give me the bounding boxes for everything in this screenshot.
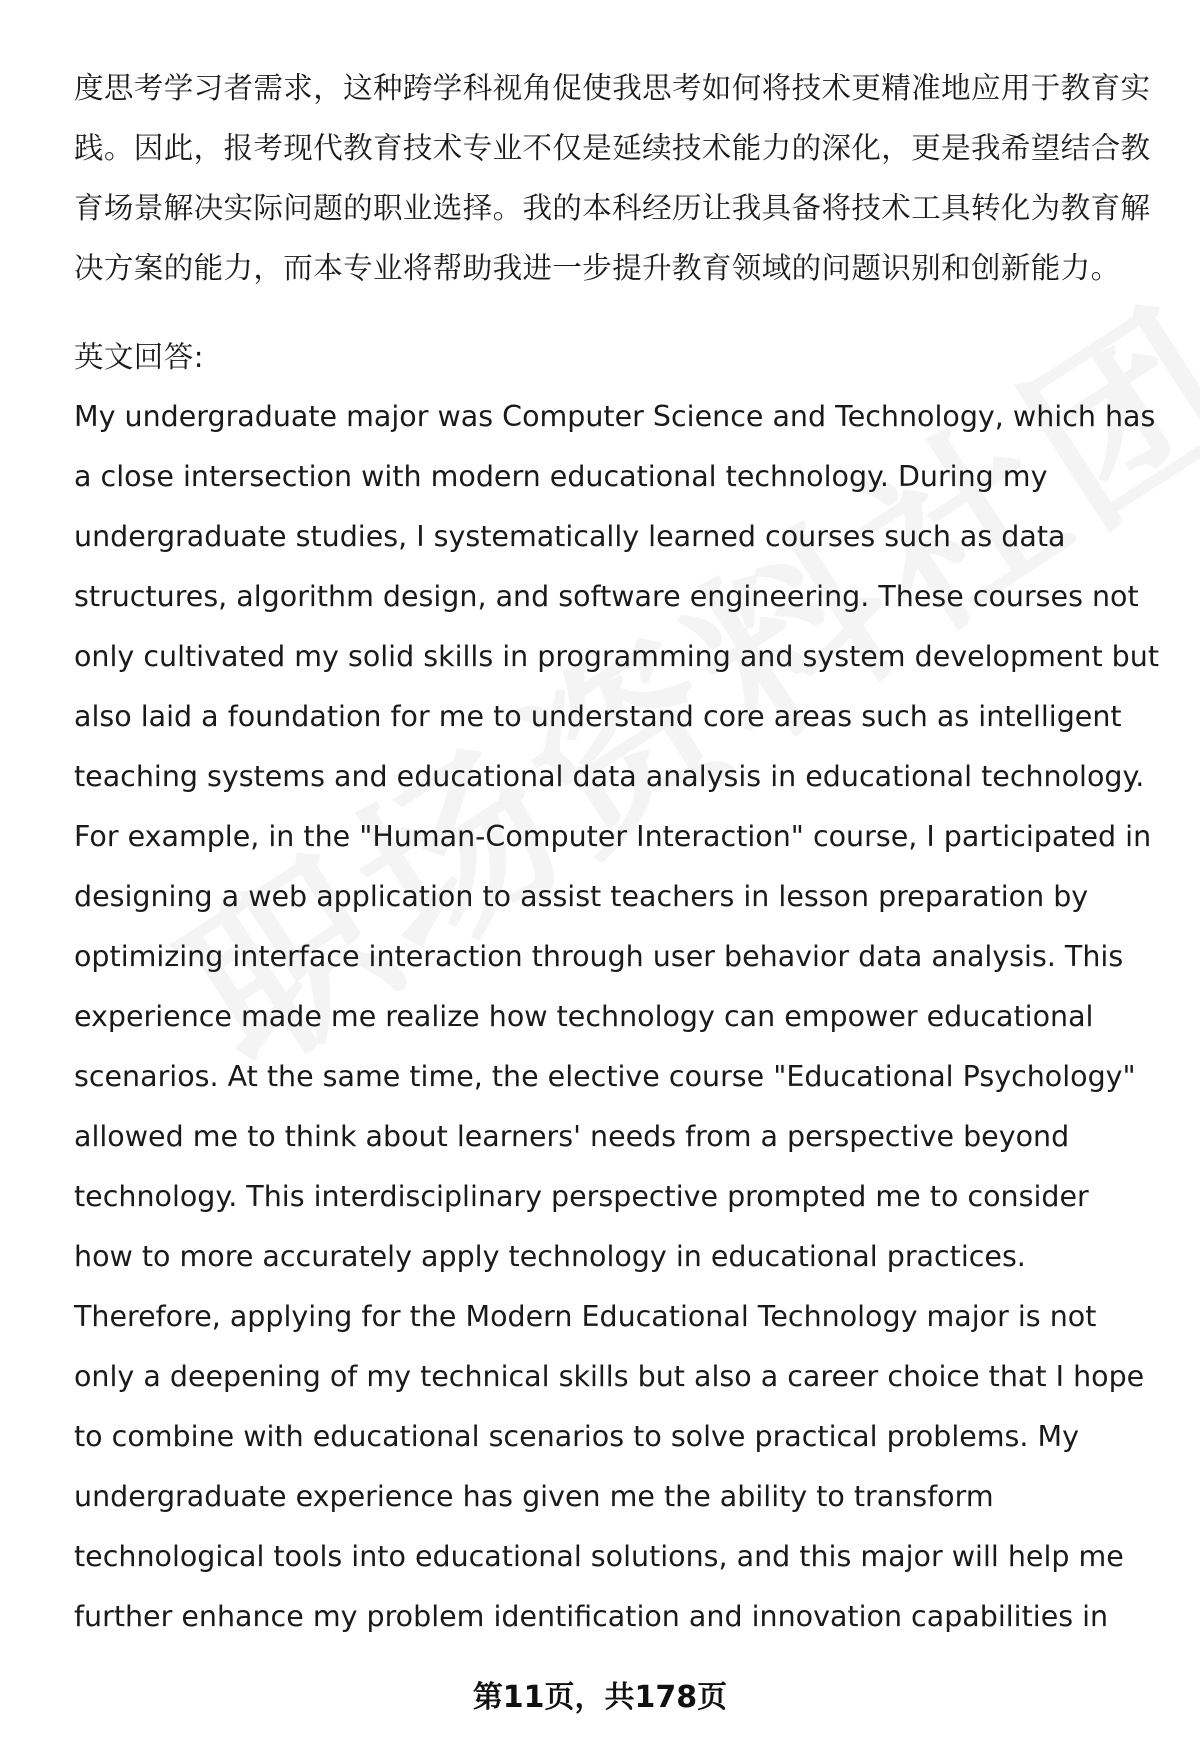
english-text-line: scenarios. At the same time, the elective course "Educational Psychology"	[74, 1060, 1136, 1093]
chinese-answer-paragraph	[74, 58, 1159, 298]
english-answer-heading: 英文回答:	[74, 340, 204, 374]
english-text-line: structures, algorithm design, and software engineering. These courses not	[74, 580, 1139, 613]
english-answer-paragraph	[74, 387, 1159, 1647]
page-content	[74, 58, 1159, 1647]
english-text-line: teaching systems and educational data analysis in educational technology.	[74, 760, 1145, 793]
chinese-text-line: 育场景解决实际问题的职业选择。我的本科经历让我具备将技术工具转化为教育解	[74, 191, 1151, 225]
paragraph-gap	[74, 298, 1159, 327]
english-text-line: a close intersection with modern educational technology. During my	[74, 460, 1048, 493]
english-text-line: My undergraduate major was Computer Science and Technology, which has	[74, 400, 1156, 433]
english-text-line: technology. This interdisciplinary perspective prompted me to consider	[74, 1180, 1089, 1213]
english-text-line: technological tools into educational solutions, and this major will help me	[74, 1540, 1124, 1573]
english-text-line: experience made me realize how technology can empower educational	[74, 1000, 1094, 1033]
english-text-line: undergraduate studies, I systematically learned courses such as data	[74, 520, 1066, 553]
english-text-line: how to more accurately apply technology in educational practices.	[74, 1240, 1026, 1273]
english-text-line: designing a web application to assist teachers in lesson preparation by	[74, 880, 1089, 913]
page-number-footer: 第11页，共178页	[472, 1680, 728, 1715]
english-text-line: optimizing interface interaction through user behavior data analysis. This	[74, 940, 1124, 973]
english-text-line: undergraduate experience has given me the ability to transform	[74, 1480, 994, 1513]
english-text-line: only a deepening of my technical skills but also a career choice that I hope	[74, 1360, 1145, 1393]
chinese-text-line: 度思考学习者需求，这种跨学科视角促使我思考如何将技术更精准地应用于教育实	[74, 71, 1151, 105]
english-text-line: also laid a foundation for me to understand core areas such as intelligent	[74, 700, 1122, 733]
english-text-line: to combine with educational scenarios to solve practical problems. My	[74, 1420, 1079, 1453]
english-text-line: further enhance my problem identification and innovation capabilities in	[74, 1600, 1109, 1633]
english-text-line: only cultivated my solid skills in programming and system development but	[74, 640, 1160, 673]
english-text-line: For example, in the "Human-Computer Interaction" course, I participated in	[74, 820, 1152, 853]
english-text-line: Therefore, applying for the Modern Educational Technology major is not	[74, 1300, 1097, 1333]
english-text-line: allowed me to think about learners' needs from a perspective beyond	[74, 1120, 1070, 1153]
chinese-text-line: 决方案的能力，而本专业将帮助我进一步提升教育领域的问题识别和创新能力。	[74, 251, 1121, 285]
chinese-text-line: 践。因此，报考现代教育技术专业不仅是延续技术能力的深化，更是我希望结合教	[74, 131, 1151, 165]
